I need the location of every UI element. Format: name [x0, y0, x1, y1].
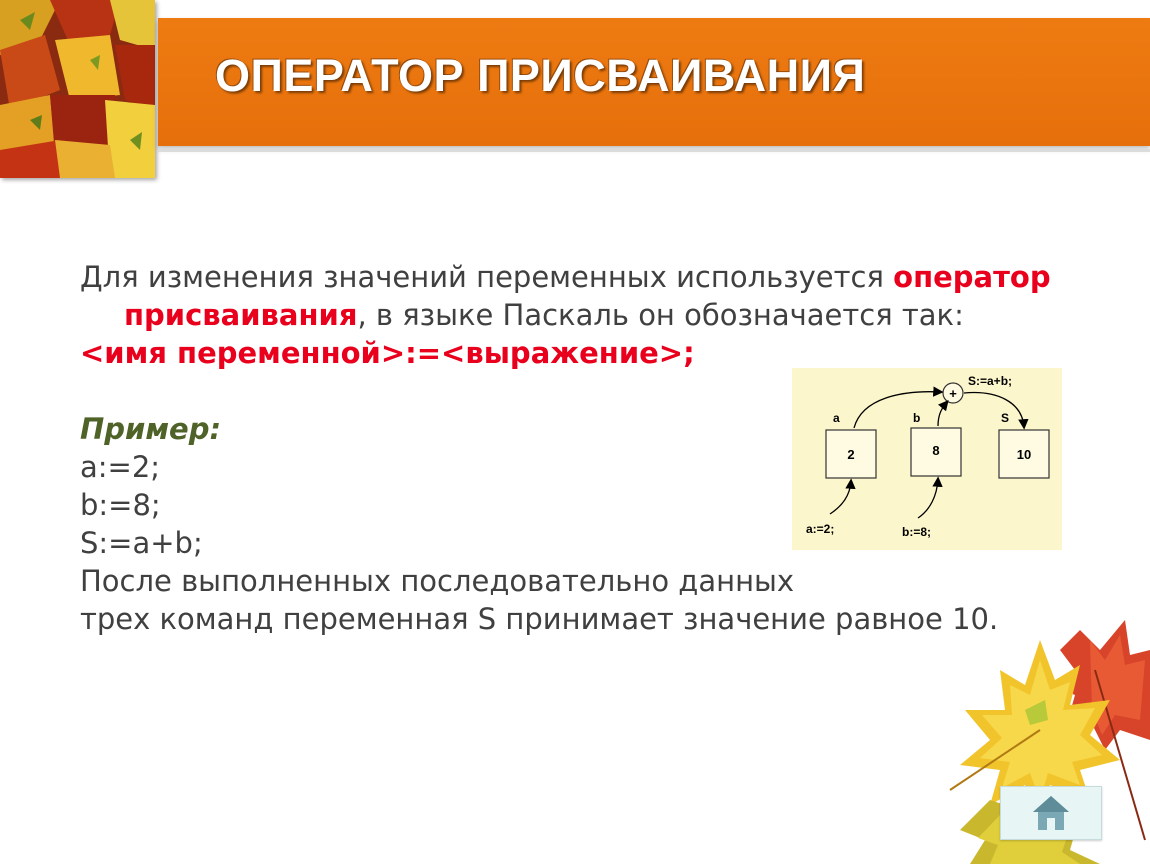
conclusion-line-1: После выполненных последовательно данных [80, 564, 795, 598]
box-s-name: S [1001, 411, 1010, 425]
intro-line-2 [80, 296, 1120, 334]
banner-underline [158, 149, 1150, 152]
example-label: Пример: [80, 412, 222, 446]
box-b-name: b [913, 411, 921, 425]
box-a-name: a [833, 411, 840, 425]
box-s-value: 10 [1016, 447, 1032, 462]
arrow-plus-to-s [964, 393, 1024, 427]
code-line-s: S:=a+b; [80, 526, 203, 560]
code-line-b: b:=8; [80, 488, 161, 522]
arrow-a-to-plus [854, 392, 941, 428]
arrow-b-to-plus [938, 402, 947, 426]
box-a-value: 2 [847, 447, 855, 462]
box-b-value: 8 [932, 443, 940, 458]
intro-text: Для изменения значений переменных используется [80, 260, 894, 294]
assignment-diagram [792, 368, 1062, 550]
assign-a-label: a:=2; [806, 522, 835, 536]
intro-line-1 [80, 258, 1120, 296]
assign-b-label: b:=8; [902, 525, 932, 539]
home-button[interactable] [1000, 786, 1102, 840]
home-icon [1031, 793, 1071, 833]
highlight-assignment: присваивания [124, 298, 358, 332]
arrow-assign-b [918, 479, 938, 518]
intro-continuation: , в языке Паскаль он обозначается так: [357, 298, 964, 332]
arrow-assign-a [830, 481, 851, 514]
syntax-line: <имя переменной>:=<выражение>; [80, 336, 695, 370]
highlight-operator: оператор [893, 260, 1051, 294]
conclusion-line-2: трех команд переменная S принимает значение равное 10. [80, 602, 999, 636]
autumn-leaves-image [0, 0, 155, 178]
slide-title: ОПЕРАТОР ПРИСВАИВАНИЯ [215, 50, 866, 101]
code-line-a: a:=2; [80, 450, 161, 484]
sum-statement: S:=a+b; [968, 374, 1013, 388]
plus-sign: + [949, 386, 957, 401]
